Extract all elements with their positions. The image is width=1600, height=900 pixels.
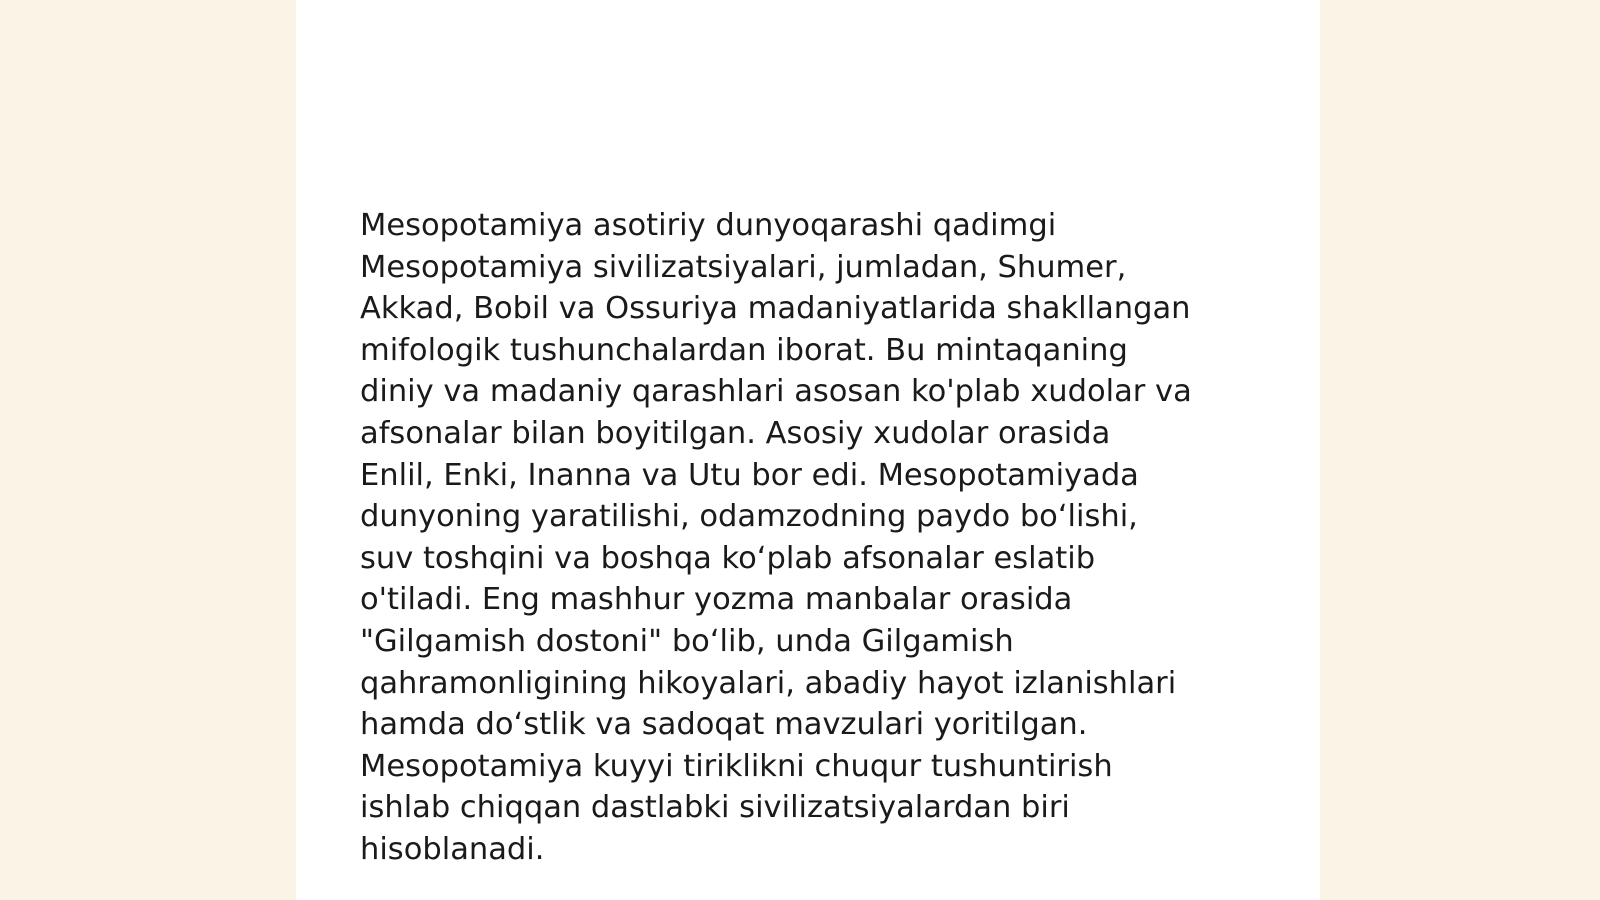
right-margin-panel [1320, 0, 1600, 900]
slide-canvas [296, 0, 1320, 900]
left-margin-panel [0, 0, 296, 900]
slide-body-text: Mesopotamiya asotiriy dunyoqarashi qadimgi Mesopotamiya sivilizatsiyalari, jumladan, Shumer, Akkad, Bobil va Ossuriya madaniyatlarida shakllangan mifologik tushunchalardan iborat. Bu mintaqaning diniy va madaniy qarashlari asosan ko'plab xudolar va afsonalar bilan boyitilgan. Asosiy xudolar orasida Enlil, Enki, Inanna va Utu bor edi. Mesopotamiyada dunyoning yaratilishi, odamzodning paydo bo‘lishi, suv toshqini va boshqa ko‘plab afsonalar eslatib o'tiladi. Eng mashhur yozma manbalar orasida "Gilgamish dostoni" bo‘lib, unda Gilgamish qahramonligining hikoyalari, abadiy hayot izlanishlari hamda do‘stlik va sadoqat mavzulari yoritilgan. Mesopotamiya kuyyi tiriklikni chuqur tushuntirish ishlab chiqqan dastlabki sivilizatsiyalardan biri hisoblanadi. [360, 208, 1192, 867]
